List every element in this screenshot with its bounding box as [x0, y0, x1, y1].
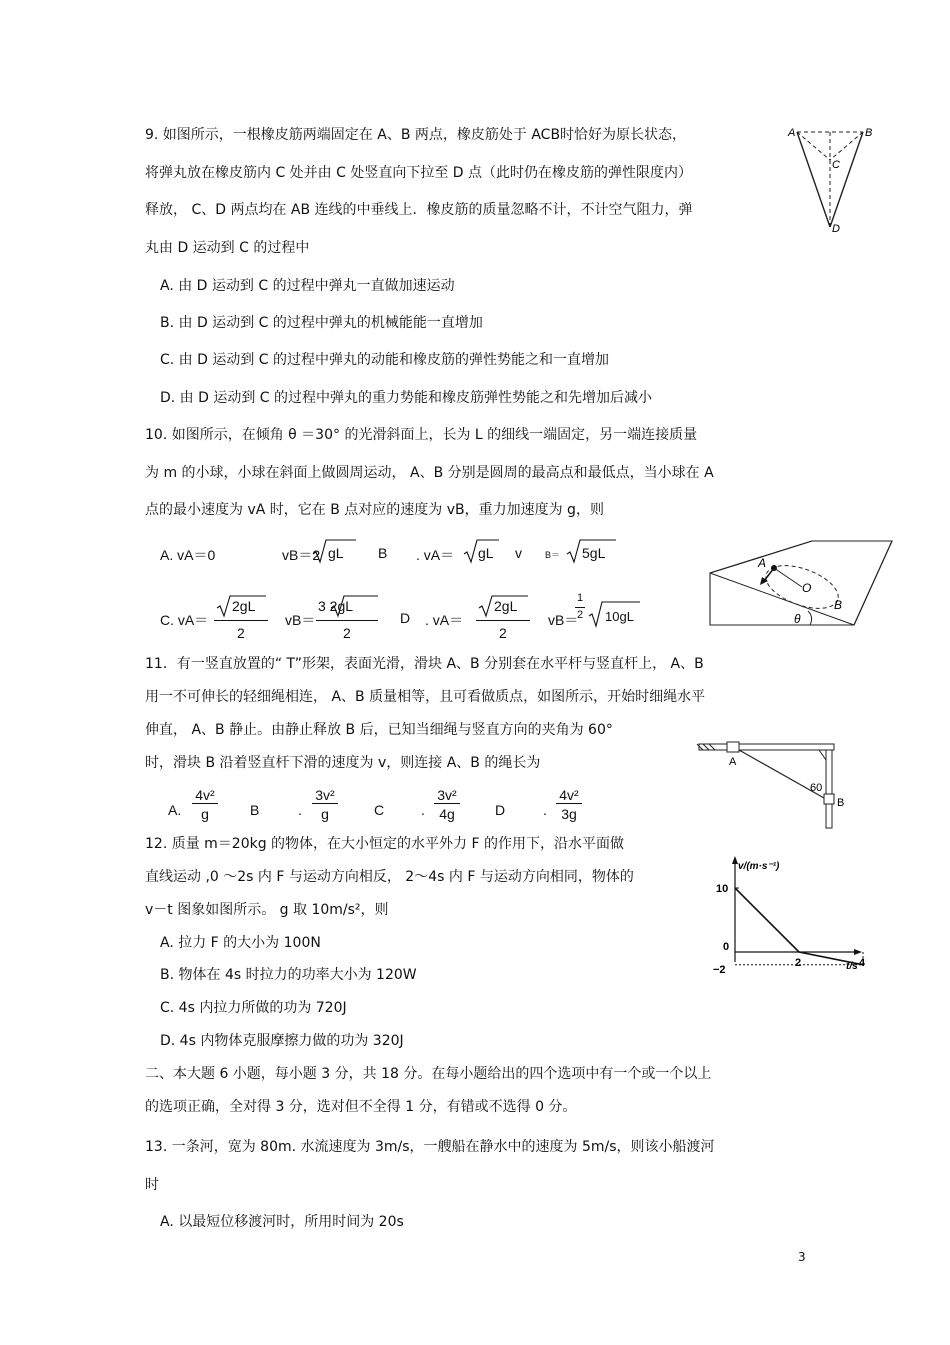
x-tick-label: 2 — [795, 957, 802, 969]
q10-option-b-root2: 5gL — [582, 545, 606, 561]
q10-option-b-letter: B — [378, 545, 388, 561]
q9-option-c: C. 由 D 运动到 C 的过程中弹丸的动能和橡皮筋的弹性势能之和一直增加 — [160, 352, 610, 368]
q10-line-2: 为 m 的小球，小球在斜面上做圆周运动， A、B 分别是圆周的最高点和最低点，当小球在 A — [145, 465, 714, 481]
q11-frac-c-den: 4g — [439, 806, 455, 822]
y-axis-label: v/(m·s⁻¹) — [738, 861, 780, 872]
t-frame-angle: 60 — [810, 782, 823, 794]
q10-d4-root: 10gL — [605, 609, 634, 624]
q10-option-d-letter: D — [400, 610, 411, 626]
q13-line-1: 13. 一条河，宽为 80m. 水流速度为 3m/s，一艘船在静水中的速度为 5m/s，则该小船渡河 — [145, 1139, 715, 1155]
q11-option-c: C — [374, 802, 385, 818]
q10-option-a: A. vA＝0 — [160, 547, 216, 563]
rubber-band-figure — [785, 122, 885, 237]
q12-option-b: B. 物体在 4s 时拉力的功率大小为 120W — [160, 967, 417, 983]
page-number: 3 — [798, 1250, 806, 1264]
fraction-bar — [214, 620, 268, 621]
q11-line-4: 时，滑块 B 沿着竖直杆下滑的速度为 v，则连接 A、B 的绳长为 — [145, 755, 541, 771]
q10-d3-num: 1 — [577, 592, 584, 604]
q10-option-c: C. vA＝ — [160, 612, 209, 628]
incline-figure — [702, 535, 897, 630]
q10-line-3: 点的最小速度为 vA 时，它在 B 点对应的速度为 vB，重力加速度为 g，则 — [145, 502, 604, 518]
q10-c-den: 2 — [237, 625, 245, 641]
q11-frac-c — [434, 787, 460, 822]
incline-label-o: O — [802, 581, 812, 595]
q9-option-a: A. 由 D 运动到 C 的过程中弹丸一直做加速运动 — [160, 278, 455, 294]
q10-c2-num: 3 2gL — [318, 598, 354, 614]
q10-option-d-va: . vA＝ — [425, 612, 464, 628]
q10-option-b-va: . vA＝ — [416, 547, 455, 563]
q9-line-3: 释放， C、D 两点均在 AB 连线的中垂线上．橡皮筋的质量忽略不计，不计空气阻力，弹 — [145, 202, 693, 218]
q11-line-1: 11．有一竖直放置的“ T”形架，表面光滑，滑块 A、B 分别套在水平杆与竖直杆上， A、B — [145, 656, 704, 672]
fig-label-a: A — [788, 127, 796, 139]
q12-line-2: 直线运动 ,0 ～2s 内 F 与运动方向相反， 2～4s 内 F 与运动方向相同，物体的 — [145, 869, 634, 885]
t-frame-label-b: B — [837, 797, 845, 809]
q13-line-2: 时 — [145, 1177, 159, 1193]
q9-line-4: 丸由 D 运动到 C 的过程中 — [145, 240, 310, 256]
section-2-line-1: 二、本大题 6 小题，每小题 3 分，共 18 分。在每小题给出的四个选项中有一个或一个以上 — [145, 1066, 712, 1082]
q11-option-d: D — [495, 802, 506, 818]
q10-c-num: 2gL — [232, 598, 256, 614]
y-tick-label: 0 — [723, 941, 730, 953]
q10-d3-den: 2 — [577, 609, 584, 621]
q10-option-c-vb: vB＝ — [285, 612, 316, 628]
q10-line-1: 10. 如图所示，在倾角 θ ＝30° 的光滑斜面上，长为 L 的细线一端固定，另一端连接质量 — [145, 427, 698, 443]
q12-line-3: v－t 图象如图所示。 g 取 10m/s²，则 — [145, 902, 389, 918]
fig-label-c: C — [832, 159, 840, 171]
q11-option-a: A. — [168, 802, 182, 818]
t-frame-label-a: A — [729, 756, 737, 768]
fraction-bar — [316, 620, 378, 621]
incline-label-a: A — [758, 556, 767, 570]
q12-option-d: D. 4s 内物体克服摩擦力做的功为 320J — [160, 1033, 404, 1049]
y-tick-label: −2 — [713, 963, 726, 976]
q10-c2-den: 2 — [343, 625, 351, 641]
velocity-series-line — [735, 888, 863, 965]
q11-frac-a-den: g — [201, 806, 209, 822]
q11-line-3: 伸直， A、B 静止。由静止释放 B 后，已知当细绳与竖直方向的夹角为 60° — [145, 722, 613, 738]
q12-option-c: C. 4s 内拉力所做的功为 720J — [160, 1000, 347, 1016]
q9-line-1: 9. 如图所示，一根橡皮筋两端固定在 A、B 两点，橡皮筋处于 ACB时恰好为原长状态， — [145, 127, 687, 143]
fraction-bar — [476, 620, 530, 621]
x-tick-label: 4 — [859, 957, 865, 969]
q10-option-a-root: gL — [328, 545, 344, 561]
q11-frac-a-num: 4v² — [192, 787, 218, 804]
q10-option-b-root: gL — [478, 545, 494, 561]
q10-option-a-vb: vB＝2 — [282, 547, 321, 563]
incline-label-theta: θ — [794, 612, 801, 626]
x-axis-label: t/s — [846, 961, 858, 972]
q10-d-den: 2 — [499, 625, 507, 641]
q9-option-d: D. 由 D 运动到 C 的过程中弹丸的重力势能和橡皮筋弹性势能之和先增加后减小 — [160, 390, 653, 406]
q13-option-a: A. 以最短位移渡河时，所用时间为 20s — [160, 1214, 404, 1230]
q12-option-a: A. 拉力 F 的大小为 100N — [160, 935, 321, 951]
q11-frac-a — [192, 787, 218, 822]
q10-option-d-vb: vB＝ — [548, 612, 579, 628]
q10-option-b-v: v — [515, 545, 522, 561]
vt-chart — [700, 852, 865, 982]
q11-frac-b-den: g — [321, 806, 329, 822]
q12-line-1: 12. 质量 m＝20kg 的物体，在大小恒定的水平外力 F 的作用下，沿水平面做 — [145, 836, 625, 852]
incline-label-b: B — [834, 598, 843, 612]
q11-frac-d-num: 4v² — [556, 787, 582, 804]
q11-frac-d — [556, 787, 582, 822]
fig-label-d: D — [832, 223, 840, 235]
q10-d-num: 2gL — [494, 598, 518, 614]
fraction-bar — [575, 607, 585, 608]
q9-line-2: 将弹丸放在橡皮筋内 C 处并由 C 处竖直向下拉至 D 点（此时仍在橡皮筋的弹性限度内） — [145, 165, 693, 181]
y-tick-label: 10 — [716, 883, 729, 895]
q9-option-b: B. 由 D 运动到 C 的过程中弹丸的机械能能一直增加 — [160, 315, 483, 331]
dot: . — [543, 802, 547, 818]
q11-frac-d-den: 3g — [561, 806, 577, 822]
q11-option-b: B — [250, 802, 260, 818]
q11-line-2: 用一不可伸长的轻细绳相连， A、B 质量相等，且可看做质点，如图所示，开始时细绳水平 — [145, 689, 706, 705]
q11-frac-b-num: 3v² — [312, 787, 338, 804]
fig-label-b: B — [865, 127, 873, 139]
section-2-line-2: 的选项正确，全对得 3 分，选对但不全得 1 分，有错或不选得 0 分。 — [145, 1099, 577, 1115]
q10-option-b-vb: B＝ — [545, 550, 561, 560]
q11-frac-c-num: 3v² — [434, 787, 460, 804]
dot: . — [421, 802, 425, 818]
dot: . — [298, 802, 302, 818]
t-frame-figure — [695, 740, 850, 835]
q11-frac-b — [312, 787, 338, 822]
